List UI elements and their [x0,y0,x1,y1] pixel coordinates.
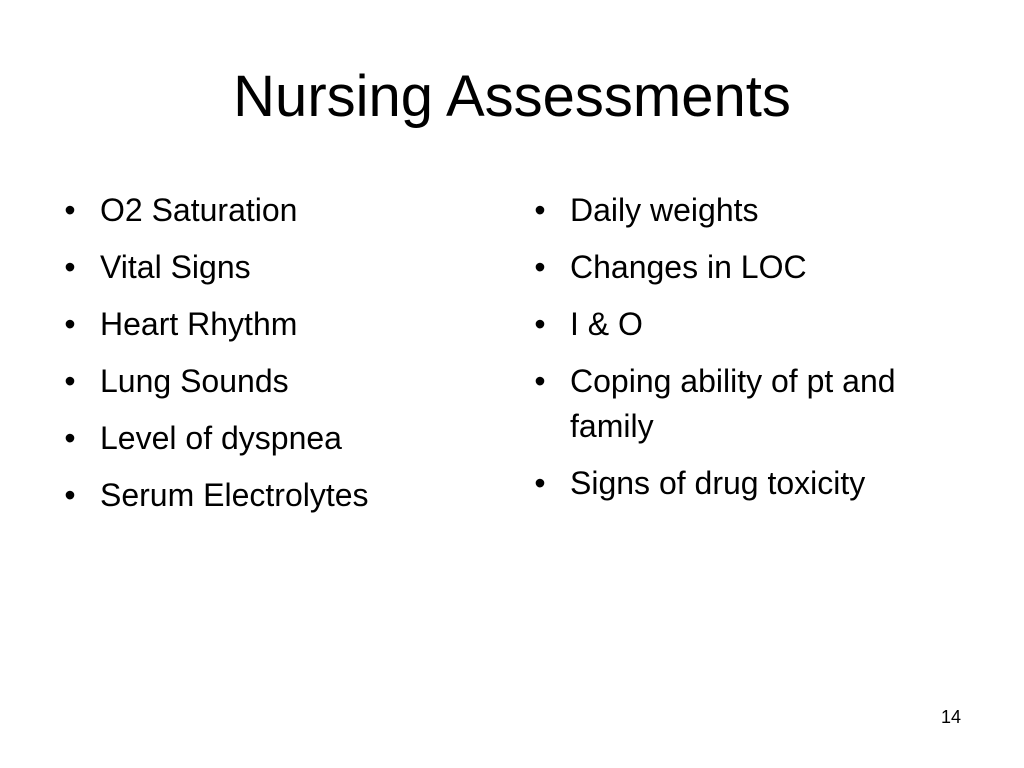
list-item-text: I & O [570,306,643,342]
list-item [528,359,958,449]
list-item-text: Lung Sounds [100,363,289,399]
list-item [528,245,958,290]
list-item [58,245,468,290]
bullet-icon: • [64,420,76,456]
list-item [58,473,468,518]
list-item-text: O2 Saturation [100,192,298,228]
list-item [528,461,958,506]
bullet-icon: • [64,306,76,342]
list-item-text: Coping ability of pt and family [570,363,896,444]
list-item-text: Heart Rhythm [100,306,298,342]
bullet-icon: • [64,363,76,399]
list-item-text: Level of dyspnea [100,420,342,456]
list-item [528,188,958,233]
bullet-icon: • [534,465,546,501]
list-item-text: Changes in LOC [570,249,807,285]
list-item [528,302,958,347]
left-bullet-list [58,188,468,530]
bullet-icon: • [64,192,76,228]
list-item-text: Signs of drug toxicity [570,465,866,501]
list-item-text: Vital Signs [100,249,251,285]
list-item-text: Serum Electrolytes [100,477,369,513]
list-item [58,416,468,461]
page-number: 14 [940,707,961,727]
list-item [58,359,468,404]
list-item [58,188,468,233]
list-item [58,302,468,347]
right-bullet-list [528,188,958,518]
bullet-icon: • [534,192,546,228]
list-item-text: Daily weights [570,192,759,228]
bullet-icon: • [64,249,76,285]
bullet-icon: • [534,363,546,399]
slide-title: Nursing Assessments [233,64,791,129]
bullet-icon: • [64,477,76,513]
bullet-icon: • [534,306,546,342]
bullet-icon: • [534,249,546,285]
